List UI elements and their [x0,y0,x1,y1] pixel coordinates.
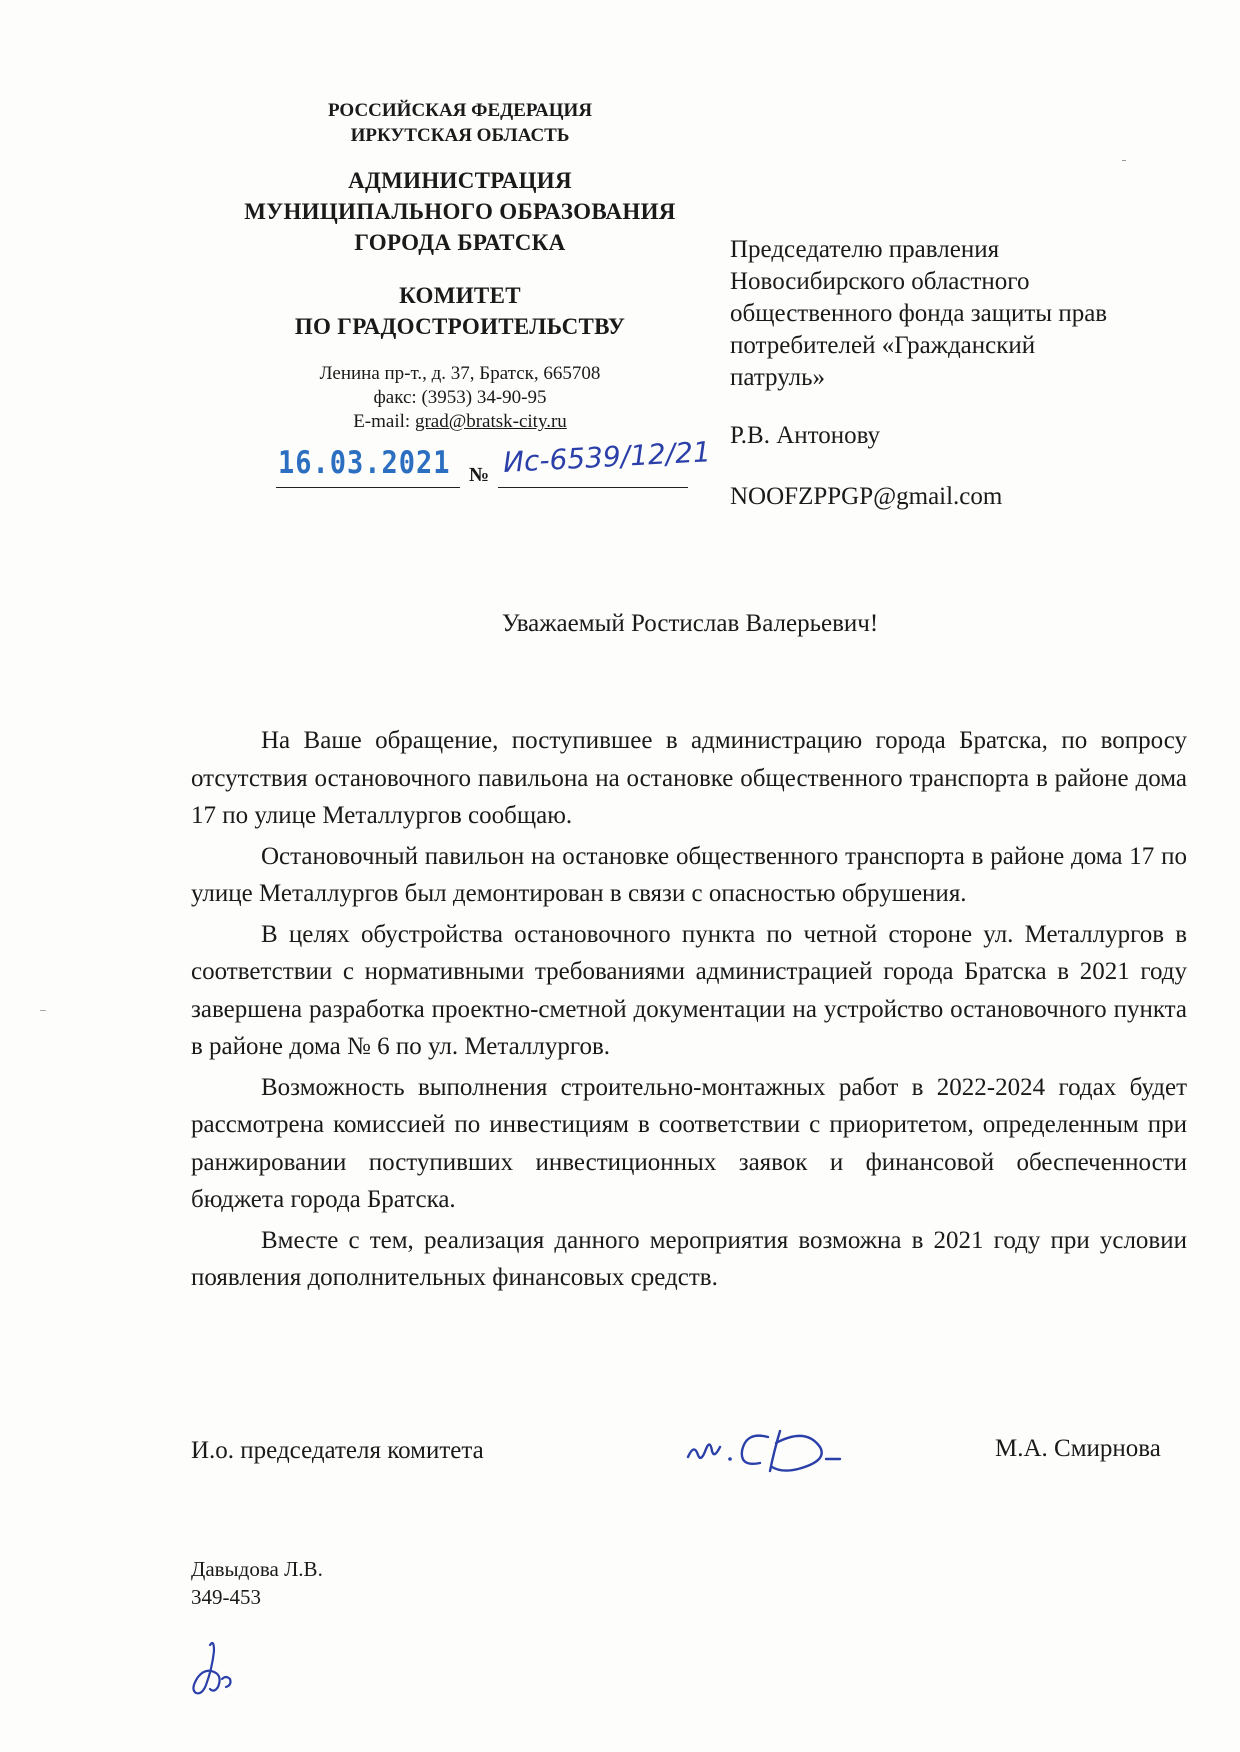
admin-line-3: ГОРОДА БРАТСКА [354,230,566,255]
letter-body [191,722,1187,1297]
addressee-block [730,234,1210,513]
registration-date-stamp: 16.03.2021 [278,445,451,481]
scan-speck [40,1010,46,1011]
salutation: Уважаемый Ростислав Валерьевич! [501,610,879,637]
paragraph-2: Остановочный павильон на остановке общественного транспорта в районе дома 17 по улице Металлургов был демонтирован в связи с опасностью обрушения. [191,842,1187,907]
region: ИРКУТСКАЯ ОБЛАСТЬ [350,125,570,146]
performer-block [191,1555,323,1611]
paragraph-4: Возможность выполнения строительно-монтажных работ в 2022-2024 годах будет рассмотрена комиссией по инвестициям в соответствии с приоритетом, определенным при ранжировании поступивших инвестиционных заявок и финансовой обеспеченности бюджета города Братска. [191,1073,1187,1213]
signatory-position: И.о. председателя комитета [191,1437,484,1464]
email-line [200,410,720,434]
date-underline [276,487,460,488]
performer-phone: 349-453 [191,1585,261,1609]
addressee-email: NOOFZPPGP@gmail.com [730,483,1003,510]
handwritten-signature [676,1415,876,1485]
number-label: № [469,464,490,486]
addressee-line-5: патруль» [730,364,826,391]
addressee-name: Р.В. Антонову [730,422,881,449]
registration-number: Ис-6539/12/21 [502,435,712,479]
paragraph-5: Вместе с тем, реализация данного мероприятия возможна в 2021 году при условии появления дополнительных финансовых средств. [191,1226,1187,1291]
country: РОССИЙСКАЯ ФЕДЕРАЦИЯ [327,100,593,121]
number-underline [498,487,688,488]
admin-line-1: АДМИНИСТРАЦИЯ [348,168,572,193]
admin-line-2: МУНИЦИПАЛЬНОГО ОБРАЗОВАНИЯ [244,199,676,224]
letterhead [200,98,720,342]
fax: факс: (3953) 34-90-95 [373,387,547,408]
committee-line-2: ПО ГРАДОСТРОИТЕЛЬСТВУ [294,314,626,339]
addressee-line-1: Председателю правления [730,236,1000,263]
signatory-name: М.А. Смирнова [995,1435,1161,1462]
scan-speck [1122,160,1126,161]
email-link[interactable]: grad@bratsk-city.ru [414,411,567,432]
registration-line [276,435,716,494]
email-label: E-mail: [353,411,415,432]
handwritten-initials [180,1635,250,1705]
addressee-line-3: общественного фонда защиты прав [730,300,1108,327]
performer-name: Давыдова Л.В. [191,1557,323,1581]
addressee-line-2: Новосибирского областного [730,268,1030,295]
paragraph-3: В целях обустройства остановочного пункта по четной стороне ул. Металлургов в соответствии с нормативными требованиями администрацией города Братска в 2021 году завершена разработка проектно-сметной документации на устройство остановочного пункта в районе дома № 6 по ул. Металлургов. [191,920,1187,1060]
committee-line-1: КОМИТЕТ [399,283,521,308]
addressee-line-4: потребителей «Гражданский [730,332,1036,359]
address: Ленина пр-т., д. 37, Братск, 665708 [319,363,601,384]
paragraph-1: На Ваше обращение, поступившее в администрацию города Братска, по вопросу отсутствия остановочного павильона на остановке общественного транспорта в районе дома 17 по улице Металлургов сообщаю. [191,727,1187,829]
contact-block [200,362,720,434]
